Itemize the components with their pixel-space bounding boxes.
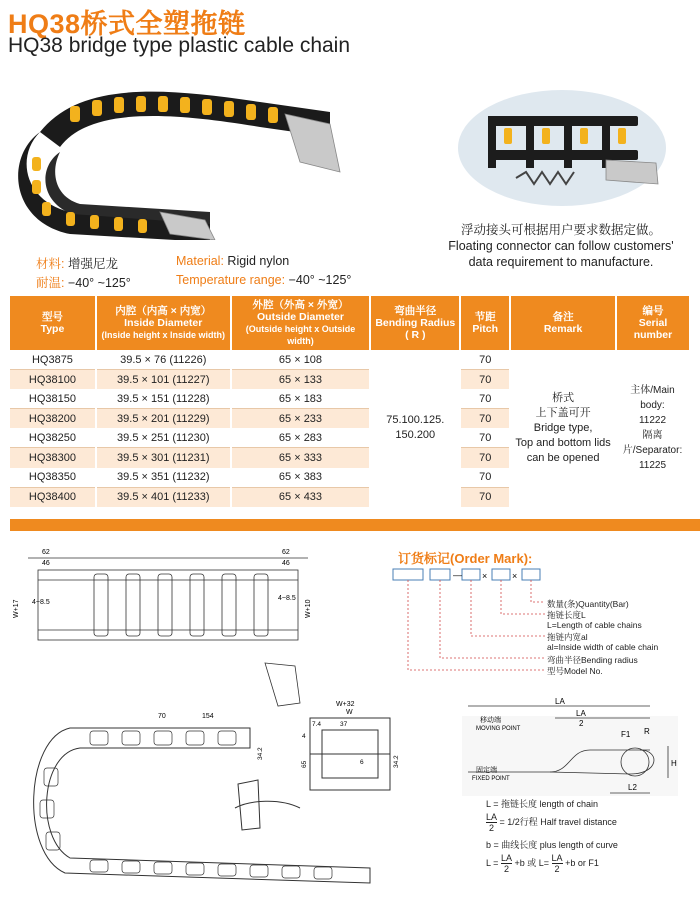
order-label-width-en: al=Inside width of cable chain xyxy=(547,642,659,652)
table-row: HQ38300 39.5 × 301 (11231) 65 × 333 70 xyxy=(10,448,689,468)
table-row: HQ38250 39.5 × 251 (11230) 65 × 283 70 xyxy=(10,428,689,448)
material-cn: 材料: 增强尼龙 xyxy=(36,257,118,271)
svg-text:×: × xyxy=(482,571,488,581)
legend-la2: $\frac{LA}{2}$ = 1/2行程 Half travel distance xyxy=(486,812,617,833)
table-row: HQ38400 39.5 × 401 (11233) 65 × 433 70 xyxy=(10,487,689,507)
legend-b: b = 曲线长度 plus length of curve xyxy=(486,840,618,850)
dim-46-left: 46 xyxy=(42,560,50,567)
table-row: HQ38100 39.5 × 101 (11227) 65 × 133 70 xyxy=(10,370,689,390)
circle-caption xyxy=(430,222,692,270)
cable-chain-photo xyxy=(10,62,360,240)
col-pitch: 节距 Pitch xyxy=(460,296,510,350)
caption-cn: 浮动接头可根据用户要求数据定做。 xyxy=(460,223,661,237)
order-label-quantity: 数量(条)Quantity(Bar) xyxy=(547,599,629,609)
dim-7.4: 7.4 xyxy=(312,721,322,728)
dim-70: 70 xyxy=(158,713,166,720)
dim-6: 6 xyxy=(360,759,364,766)
dim-4-8.5-left: 4~8.5 xyxy=(32,599,50,606)
remark-cell: 桥式 上下盖可开 Bridge type, Top and bottom lids can be opened xyxy=(510,350,616,507)
dim-w10: W+10 xyxy=(305,599,312,618)
dim-34.2-a: 34.2 xyxy=(257,747,264,760)
caption-en-1: Floating connector can follow customers' xyxy=(448,239,674,253)
legend-l: L = 拖链长度 length of chain xyxy=(486,799,598,809)
travel-la2-den: 2 xyxy=(579,719,584,728)
table-row: HQ38350 39.5 × 351 (11232) 65 × 383 70 xyxy=(10,468,689,488)
svg-text:—: — xyxy=(453,570,462,580)
col-inside: 内腔（内高 × 内宽） Inside Diameter (Inside height x Inside width) xyxy=(96,296,231,350)
travel-la: LA xyxy=(555,697,565,706)
spec-table xyxy=(10,296,690,507)
col-outside: 外腔（外高 × 外宽） Outside Diameter (Outside height x Outside width) xyxy=(231,296,371,350)
dim-34.2-b: 34.2 xyxy=(393,755,400,768)
dim-4-8.5-right: 4~8.5 xyxy=(278,595,296,602)
fixed-point-en: FIXED POINT xyxy=(472,776,510,782)
mounting-brackets xyxy=(160,114,340,240)
top-view-drawing xyxy=(28,558,308,706)
order-mark-boxes xyxy=(393,569,540,580)
col-type: 型号 Type xyxy=(10,296,96,350)
table-header-row xyxy=(10,296,689,350)
col-serial: 编号 Serial number xyxy=(616,296,689,350)
dim-w32: W+32 xyxy=(336,701,355,708)
serial-cell: 主体/Main body: 11222 隔离片/Separator: 11225 xyxy=(616,350,689,507)
dim-46-right: 46 xyxy=(282,560,290,567)
svg-text:×: × xyxy=(512,571,518,581)
order-label-model: 型号Model No. xyxy=(547,666,603,676)
dim-65: 65 xyxy=(301,760,308,768)
dim-62-right: 62 xyxy=(282,549,290,556)
table-row: HQ38150 39.5 × 151 (11228) 65 × 183 70 xyxy=(10,389,689,409)
title-cn: HQ38桥式全塑拖链 xyxy=(8,9,246,39)
order-label-width-cn: 拖链内宽al xyxy=(547,632,588,642)
material-en: Material: Rigid nylon xyxy=(176,254,290,268)
bending-radius-cell: 75.100.125. 150.200 xyxy=(370,350,460,507)
travel-l2: L2 xyxy=(628,783,637,792)
title-en: HQ38 bridge type plastic cable chain xyxy=(8,34,351,57)
dim-37: 37 xyxy=(340,721,348,728)
order-label-length-en: L=Length of cable chains xyxy=(547,620,642,630)
col-bending-radius: 弯曲半径 Bending Radius ( R ) xyxy=(370,296,460,350)
dim-4: 4 xyxy=(302,733,306,740)
order-mark-leaders xyxy=(408,580,545,670)
dim-w17: W+17 xyxy=(13,599,20,618)
legend-formula: L = $\frac{LA}{2}$ +b 或 L= $\frac{LA}{2}$ +b or F1 xyxy=(486,853,599,874)
travel-h: H xyxy=(671,759,677,768)
side-view-drawing xyxy=(34,718,390,883)
floating-connector-photo xyxy=(456,88,668,208)
dim-154: 154 xyxy=(202,713,214,720)
travel-r: R xyxy=(644,727,650,736)
temp-en: Temperature range: −40° ~125° xyxy=(176,273,352,287)
section-divider xyxy=(10,519,700,531)
dim-62-left: 62 xyxy=(42,549,50,556)
temp-cn: 耐温: −40° ~125° xyxy=(36,276,131,290)
fixed-point-cn: 固定端 xyxy=(476,767,497,774)
moving-point-cn: 移动端 xyxy=(480,717,501,724)
col-remark: 备注 Remark xyxy=(510,296,616,350)
travel-la2-num: LA xyxy=(576,709,586,718)
table-row: HQ38200 39.5 × 201 (11229) 65 × 233 70 xyxy=(10,409,689,429)
caption-en-2: data requirement to manufacture. xyxy=(468,255,654,269)
order-mark-title: 订货标记(Order Mark): xyxy=(398,551,533,566)
travel-f1: F1 xyxy=(621,730,631,739)
dim-w: W xyxy=(346,709,353,716)
table-row: HQ3875 39.5 × 76 (11226) 65 × 108 75.100.125. 150.200 70 桥式 上下盖可开 Bridge type, Top and bottom lids can be opened 主体/Main body: 11222 隔离片/Separator: 11225 xyxy=(10,350,689,370)
order-label-length-cn: 拖链长度L xyxy=(547,610,586,620)
order-label-bending: 弯曲半径Bending radius xyxy=(547,655,638,665)
moving-point-en: MOVING POINT xyxy=(476,726,521,732)
